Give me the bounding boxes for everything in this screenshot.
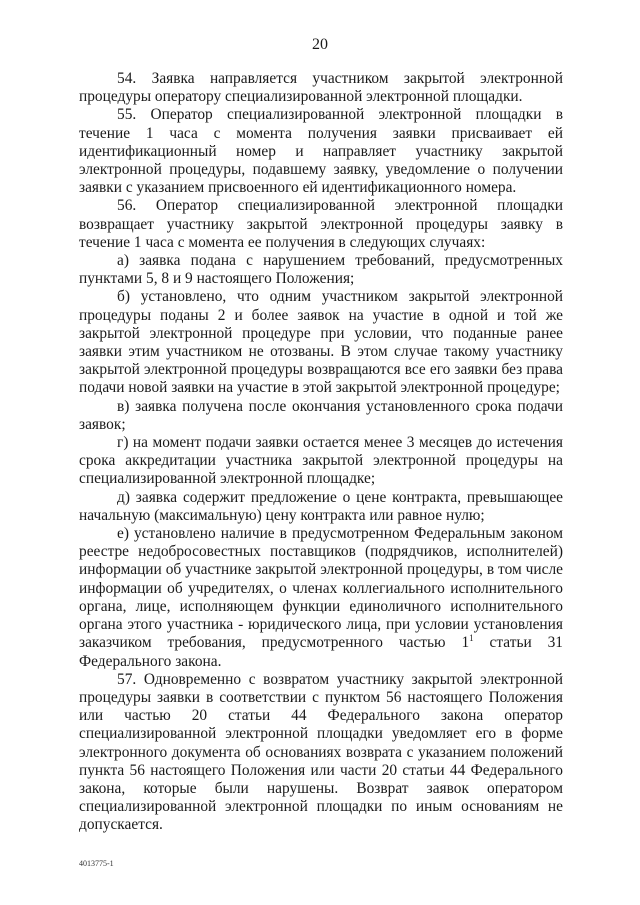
paragraph-56-d: д) заявка содержит предложение о цене контракта, превышающее начальную (максимальную) цену контракта или равное нулю; <box>79 488 563 524</box>
paragraph-56-g: г) на момент подачи заявки остается менее 3 месяцев до истечения срока аккредитации участника закрытой электронной процедуры на специализированной электронной площадке; <box>79 434 563 488</box>
page-number: 20 <box>312 36 328 53</box>
paragraph-55: 55. Оператор специализированной электронной площадки в течение 1 часа с момента получения заявки присваивает ей идентификационный номер и направляет участнику закрытой электронной процедуры, подавшему заявку, уведомление о получении заявки с указанием присвоенного ей идентификационного номера. <box>79 106 563 197</box>
paragraph-56-a: а) заявка подана с нарушением требований, предусмотренных пунктами 5, 8 и 9 настоящего Положения; <box>79 252 563 288</box>
paragraph-54: 54. Заявка направляется участником закрытой электронной процедуры оператору специализированной электронной площадки. <box>79 70 563 106</box>
paragraph-56-b: б) установлено, что одним участником закрытой электронной процедуры поданы 2 и более заявок на участие в одной и той же закрытой электронной процедуре при условии, что поданные ранее заявки этим участником не отозваны. В этом случае такому участнику закрытой электронной процедуры возвращаются все его заявки без права подачи новой заявки на участие в этой закрытой электронной процедуре; <box>79 288 563 397</box>
superscript: 1 <box>469 633 474 644</box>
document-code: 4013775-1 <box>79 859 114 868</box>
paragraph-56-e <box>79 525 563 671</box>
document-body <box>79 70 563 835</box>
paragraph-56: 56. Оператор специализированной электронной площадки возвращает участнику закрытой электронной процедуры заявку в течение 1 часа с момента ее получения в следующих случаях: <box>79 197 563 251</box>
paragraph-56-v: в) заявка получена после окончания установленного срока подачи заявок; <box>79 397 563 433</box>
paragraph-56-e-tail: статьи 31 Федерального закона. <box>79 634 563 670</box>
paragraph-57: 57. Одновременно с возвратом участнику закрытой электронной процедуры заявки в соответствии с пунктом 56 настоящего Положения или частью 20 статьи 44 Федерального закона оператор специализированной электронной площадки уведомляет его в форме электронного документа об основаниях возврата с указанием положений пункта 56 настоящего Положения или части 20 статьи 44 Федерального закона, которые были нарушены. Возврат заявок оператором специализированной электронной площадки по иным основаниям не допускается. <box>79 670 563 834</box>
paragraph-56-e-text: е) установлено наличие в предусмотренном Федеральным законом реестре недобросовестных поставщиков (подрядчиков, исполнителей) информации об участнике закрытой электронной процедуры, в том числе информации об учредителях, о членах коллегиального исполнительного органа, лице, исполняющем функции единоличного исполнительного органа этого участника - юридического лица, при условии установления заказчиком требования, предусмотренного частью 1 <box>79 525 563 652</box>
